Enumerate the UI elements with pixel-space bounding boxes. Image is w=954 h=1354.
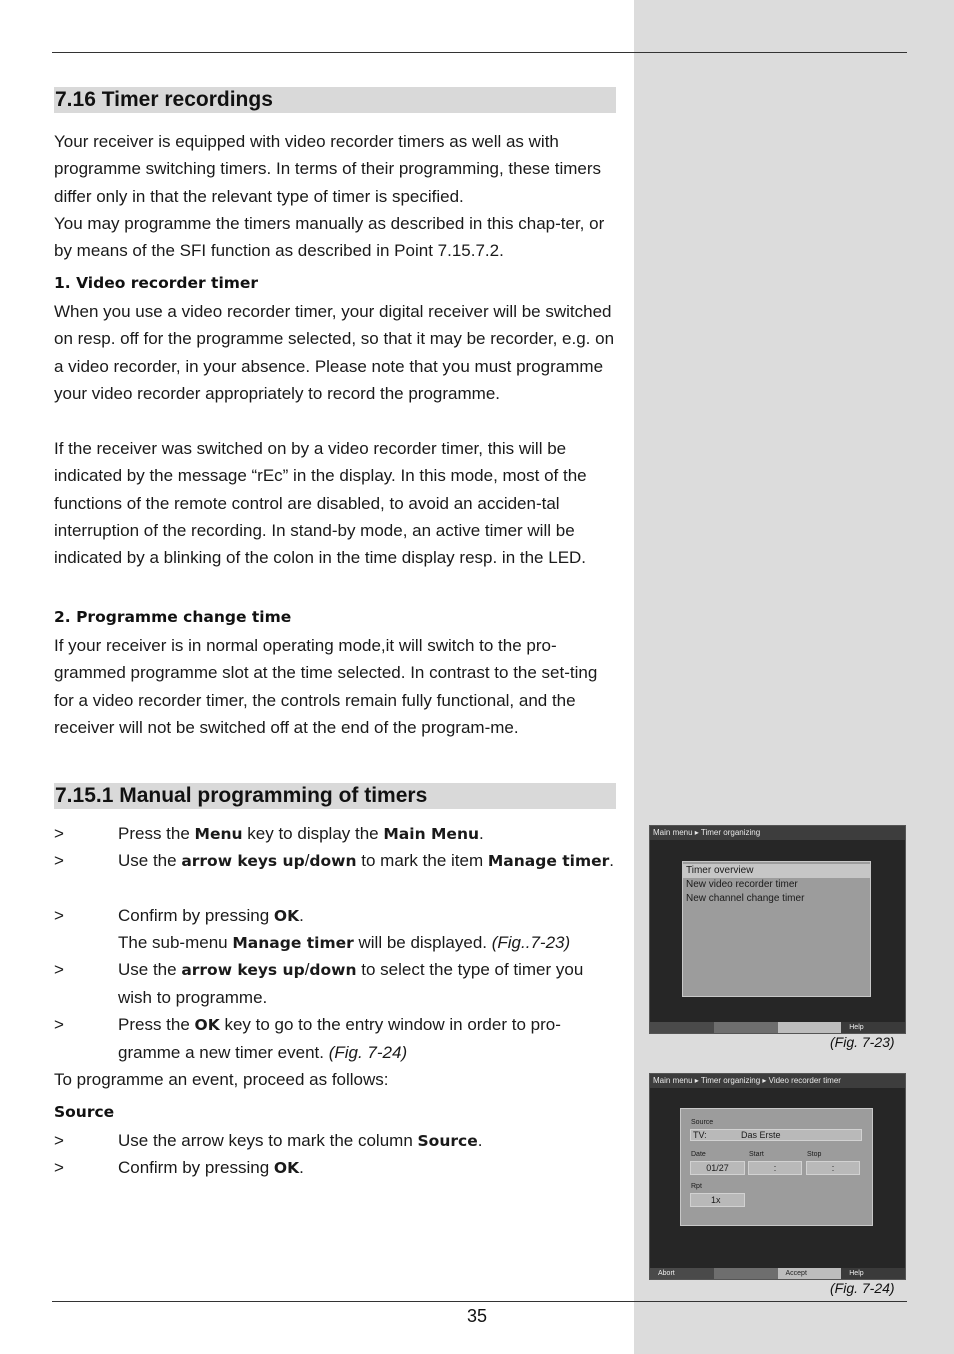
proceed-text: To programme an event, proceed as follows: (54, 1070, 389, 1089)
subheading-video-recorder-timer: 1. Video recorder timer (54, 274, 259, 292)
date-label: Date (691, 1151, 706, 1158)
figure-reference: (Fig..7-23) (491, 933, 571, 952)
breadcrumb: Main menu ▸ Timer organizing ▸ Video recorder timer (650, 1074, 905, 1088)
subheading-programme-change-time: 2. Programme change time (54, 608, 292, 626)
key-ok: OK (273, 907, 300, 925)
bullet-marker: > (54, 851, 64, 870)
figure-caption-7-24: (Fig. 7-24) (830, 1280, 895, 1296)
help-key[interactable]: Help (841, 1022, 905, 1033)
accept-key[interactable]: Accept (778, 1268, 842, 1279)
bullet-marker: > (54, 1131, 64, 1150)
bullet-marker: > (54, 1158, 64, 1177)
yellow-key[interactable] (778, 1022, 842, 1033)
function-key-bar (650, 1268, 905, 1279)
stop-field[interactable]: : (806, 1161, 860, 1175)
function-key-bar (650, 1022, 905, 1033)
bullet-marker: > (54, 960, 64, 979)
intro-paragraph-2: You may programme the timers manually as described in this chap-ter, or by means of the SFI function as described in Point 7.15.7.2. (54, 214, 605, 261)
help-key[interactable]: Help (841, 1268, 905, 1279)
top-rule (52, 52, 907, 53)
figure-reference: (Fig. 7-24) (328, 1043, 408, 1063)
video-recorder-paragraph-2: If the receiver was switched on by a video recorder timer, this will be indicated by the message “rEc” in the display. In this mode, most of the functions of the remote control are disabled, to avoid an acciden-tal interruption of the recording. In stand-by mode, an active timer will be indicated by a blinking of the colon in the time display resp. in the LED. (54, 439, 587, 568)
figure-caption-7-23: (Fig. 7-23) (830, 1034, 895, 1050)
section-heading-timer-recordings: 7.16 Timer recordings (54, 87, 616, 113)
source-field[interactable]: TV: Das Erste (690, 1129, 862, 1141)
key-menu: Menu (194, 825, 243, 843)
menu-item-new-channel-change-timer[interactable]: New channel change timer (686, 893, 805, 904)
start-label: Start (749, 1151, 764, 1158)
section-heading-manual-programming: 7.15.1 Manual programming of timers (54, 783, 616, 809)
key-main-menu: Main Menu (383, 825, 480, 843)
abort-key[interactable]: Abort (650, 1268, 714, 1279)
bullet-marker: > (54, 824, 64, 843)
menu-item-new-video-recorder-timer[interactable]: New video recorder timer (686, 879, 798, 890)
green-key[interactable] (714, 1268, 778, 1279)
menu-panel (682, 861, 871, 997)
screenshot-video-recorder-timer (649, 1073, 906, 1280)
subheading-source: Source (54, 1103, 115, 1121)
key-manage-timer: Manage timer (487, 852, 610, 870)
page-number: 35 (467, 1306, 488, 1326)
date-field[interactable]: 01/27 (690, 1161, 745, 1175)
repeat-label: Rpt (691, 1183, 702, 1190)
timer-form-panel (680, 1108, 873, 1226)
source-label: Source (691, 1119, 714, 1126)
video-recorder-paragraph-1: When you use a video recorder timer, your digital receiver will be switched on resp. off for the programme selected, so that it may be recorder, e.g. on a video recorder, in your absence. Please note that you must programme your video recorder appropriately to record the programme. (54, 302, 615, 403)
green-key[interactable] (714, 1022, 778, 1033)
stop-label: Stop (807, 1151, 822, 1158)
repeat-field[interactable]: 1x (690, 1193, 745, 1207)
programme-change-paragraph: If your receiver is in normal operating mode,it will switch to the pro-grammed programme slot at the time selected. In contrast to the set-ting for a video recorder timer, the controls remain fully functional, and the receiver will not be switched off at the end of the program-me. (54, 636, 598, 737)
bullet-marker: > (54, 906, 64, 925)
bottom-rule (52, 1301, 907, 1302)
screenshot-timer-organizing (649, 825, 906, 1034)
bullet-marker: > (54, 1015, 64, 1034)
red-key[interactable] (650, 1022, 714, 1033)
intro-paragraph-1: Your receiver is equipped with video recorder timers as well as with programme switching timers. In terms of their programming, these timers differ only in that the relevant type of timer is specified. (54, 132, 602, 206)
breadcrumb: Main menu ▸ Timer organizing (650, 826, 905, 840)
start-field[interactable]: : (748, 1161, 802, 1175)
menu-item-timer-overview[interactable]: Timer overview (683, 864, 870, 878)
